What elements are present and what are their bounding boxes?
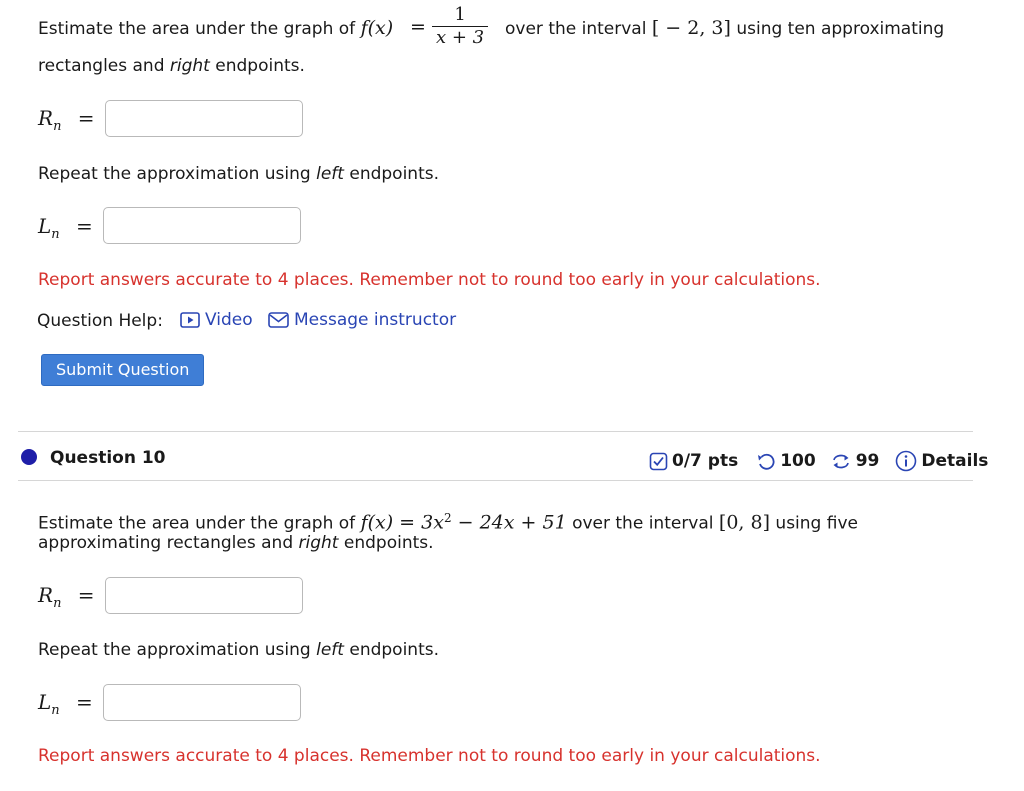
q9-rn-input[interactable] [105,100,303,137]
q9-ln-label [38,214,93,242]
q10-attempts: 100 [780,451,816,471]
q10-interval: [0, 8] [718,511,771,534]
q9-rn-subscript: n [53,119,62,134]
q10-title: Question 10 [50,448,166,468]
q10-repeat-pre: Repeat the approximation using [38,640,311,660]
q10-intro-line2 [38,532,434,554]
q10-repeat-em: left [316,640,344,660]
q9-equals-sign: = [410,16,426,38]
q9-intro-line2 [38,55,305,77]
q10-ln-equals: = [76,690,93,714]
q9-ln-input[interactable] [103,207,301,244]
q9-warning: Report answers accurate to 4 places. Remember not to round too early in your calculations. [38,270,821,290]
q10-ln-letter: L [38,690,52,714]
q10-interval-text: over the interval [572,513,714,534]
q10-function-rest: − 24x + 51 [451,511,567,534]
q10-intro-end: using five [775,513,858,534]
q9-ln-subscript: n [51,227,60,242]
q9-fraction-denominator: x + 3 [432,26,488,49]
q9-help-label: Question Help: [37,311,163,331]
q10-retries: 99 [855,451,880,471]
q9-line2-post: endpoints. [215,56,305,76]
q10-repeat-text [38,639,439,661]
q9-interval: [ − 2, 3] [651,17,731,39]
q10-warning: Report answers accurate to 4 places. Remember not to round too early in your calculations. [38,746,821,766]
q10-exponent: 2 [443,511,452,525]
q9-function-lhs: f(x) [360,17,394,39]
undo-icon [756,452,776,471]
q10-rn-letter: R [38,583,54,607]
q10-rn-input[interactable] [105,577,303,614]
checkbox-icon [649,452,668,471]
q9-message-link-text[interactable]: Message instructor [294,310,457,330]
q9-intro-line1-tail [505,17,944,40]
q10-ln-subscript: n [51,703,60,718]
q10-rn-subscript: n [53,596,62,611]
q10-repeat-post: endpoints. [349,640,439,660]
q10-intro-line1 [38,507,858,535]
q9-ln-equals: = [76,214,93,238]
retry-icon [830,452,852,471]
submit-question-button[interactable]: Submit Question [41,354,204,386]
q10-rn-equals: = [77,583,95,607]
q9-line2-pre: rectangles and [38,56,165,76]
q10-line2-post: endpoints. [343,533,434,553]
q9-repeat-pre: Repeat the approximation using [38,164,311,184]
q10-meta [649,450,988,472]
q10-divider-bottom [18,480,973,481]
q10-details-link[interactable]: Details [921,451,989,471]
q9-video-link-text[interactable]: Video [205,310,253,330]
q10-function: f(x) = 3x [360,511,444,534]
q10-line2-em: right [298,533,339,553]
q10-status-dot [20,448,38,470]
q10-line2-pre: approximating rectangles and [38,533,294,553]
q10-ln-label [38,690,93,718]
q9-ln-letter: L [38,214,52,238]
q9-fraction [432,4,488,49]
q9-interval-text: over the interval [505,19,647,39]
q10-intro-text: Estimate the area under the graph of [38,513,356,534]
q9-intro-line1 [38,17,393,40]
q9-rn-label [38,106,95,134]
q9-intro-text: Estimate the area under the graph of [38,19,356,39]
q9-rn-equals: = [77,106,95,130]
q9-video-link[interactable] [180,310,253,330]
q9-repeat-em: left [316,164,344,184]
q9-fraction-numerator: 1 [454,4,466,25]
q9-repeat-text [38,163,439,185]
q10-divider-top [18,431,973,432]
mail-icon [268,311,289,329]
q10-ln-input[interactable] [103,684,301,721]
q9-line2-em: right [169,56,210,76]
q10-rn-label [38,583,95,611]
q9-message-link[interactable] [268,310,456,330]
q10-points: 0/7 pts [672,451,739,471]
info-icon[interactable] [895,450,917,472]
q9-rn-letter: R [38,106,54,130]
q9-intro-end: using ten approximating [736,19,945,39]
video-icon [180,311,200,329]
q9-repeat-post: endpoints. [349,164,439,184]
